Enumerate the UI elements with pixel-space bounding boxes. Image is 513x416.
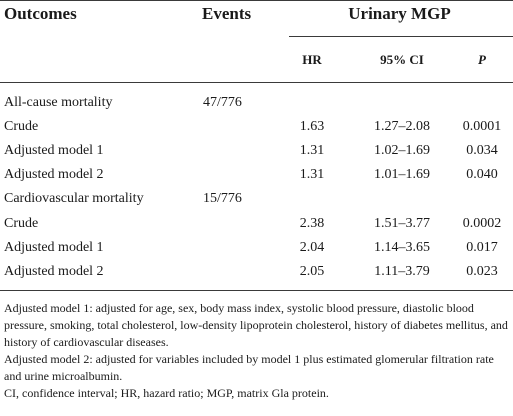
- row-ci: 1.51–3.77: [374, 216, 430, 231]
- row-label: Crude: [4, 119, 39, 134]
- top-rule: [0, 0, 513, 1]
- footnote-model-2: Adjusted model 2: adjusted for variables included by model 1 plus estimated glomerular filtration rate and urine microalbumin.: [4, 352, 494, 383]
- row-events: 47/776: [203, 95, 242, 110]
- header-95-ci: 95% CI: [380, 52, 424, 67]
- header-outcomes: Outcomes: [4, 4, 77, 23]
- row-hr: 2.05: [299, 264, 325, 279]
- row-label: Cardiovascular mortality: [4, 191, 144, 206]
- row-p: 0.0001: [462, 119, 502, 134]
- row-hr: 1.31: [299, 143, 325, 158]
- row-p: 0.0002: [462, 216, 502, 231]
- row-ci: 1.14–3.65: [374, 240, 430, 255]
- row-ci: 1.01–1.69: [374, 167, 430, 182]
- header-rule: [0, 82, 513, 83]
- row-label: Adjusted model 1: [4, 240, 104, 255]
- row-label: All-cause mortality: [4, 95, 113, 110]
- row-hr: 2.38: [299, 216, 325, 231]
- row-hr: 2.04: [299, 240, 325, 255]
- header-urinary-mgp: Urinary MGP: [348, 4, 451, 23]
- row-ci: 1.27–2.08: [374, 119, 430, 134]
- row-label: Crude: [4, 216, 39, 231]
- row-events: 15/776: [203, 191, 242, 206]
- footnote-abbreviations: CI, confidence interval; HR, hazard ratio; MGP, matrix Gla protein.: [4, 386, 329, 400]
- row-ci: 1.11–3.79: [374, 264, 430, 279]
- row-hr: 1.63: [299, 119, 325, 134]
- row-p: 0.040: [466, 167, 498, 182]
- row-ci: 1.02–1.69: [374, 143, 430, 158]
- row-hr: 1.31: [299, 167, 325, 182]
- header-hr: HR: [302, 52, 322, 67]
- header-events: Events: [202, 4, 252, 23]
- row-p: 0.034: [466, 143, 498, 158]
- row-label: Adjusted model 2: [4, 167, 104, 182]
- row-p: 0.023: [466, 264, 498, 279]
- bottom-rule: [0, 290, 513, 291]
- row-p: 0.017: [466, 240, 498, 255]
- row-label: Adjusted model 2: [4, 264, 104, 279]
- group-rule: [289, 36, 513, 37]
- header-p: P: [478, 52, 486, 67]
- row-label: Adjusted model 1: [4, 143, 104, 158]
- footnote-model-1: Adjusted model 1: adjusted for age, sex, body mass index, systolic blood pressure, diastolic blood pressure, smoking, total cholesterol, low-density lipoprotein cholesterol, history of diabetes mellitus, and history of cardiovascular diseases.: [4, 301, 508, 349]
